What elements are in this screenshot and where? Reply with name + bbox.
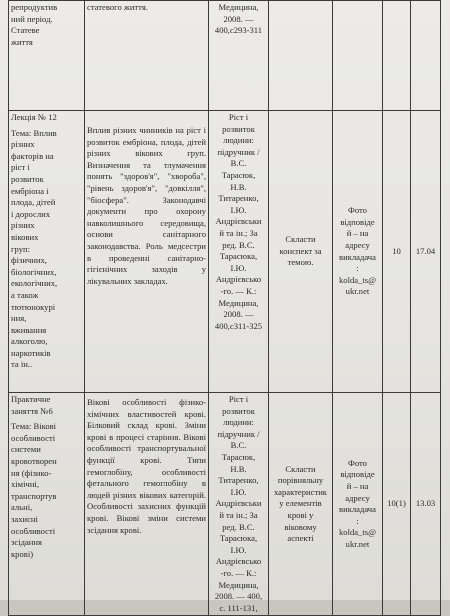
- text-line: Тарасюк,: [221, 169, 256, 180]
- text-line: ред. В.С.: [222, 521, 255, 532]
- text-line: та ін..: [11, 359, 33, 370]
- text-line: плода, дітей: [11, 197, 56, 208]
- hours-cell: [383, 111, 411, 393]
- text-line: адресу: [345, 492, 370, 503]
- cell-value: 13.03: [415, 498, 436, 509]
- submission-cell: [333, 393, 383, 616]
- topic-cell: [9, 393, 85, 616]
- text-line: викладача: [339, 504, 376, 515]
- text-line: відповіде: [340, 216, 375, 227]
- text-line: І.Ю.: [230, 486, 247, 497]
- text-line: і дорослих: [11, 208, 51, 219]
- text-line: Ріст і: [228, 112, 249, 122]
- text-line: й – на: [346, 480, 369, 491]
- text-line: ukr.net: [345, 538, 370, 549]
- text-line: порівняльну: [277, 475, 324, 486]
- text-line: аспекті: [287, 533, 314, 544]
- text-line: ння,: [11, 313, 27, 324]
- text-line: підручник /: [217, 146, 260, 157]
- text-line: ня (фізико-: [11, 467, 52, 478]
- text-line: ukr.net: [345, 286, 370, 297]
- text-line: життя: [11, 36, 33, 47]
- content-cell: [85, 111, 209, 393]
- text-line: крові): [11, 548, 34, 559]
- text-line: наркотиків: [11, 347, 51, 358]
- text-line: особливості: [11, 525, 56, 536]
- text-line: :: [356, 515, 359, 526]
- text-line: характеристик: [274, 486, 327, 497]
- text-line: у елементів: [279, 498, 322, 509]
- text-line: крові у: [287, 509, 314, 520]
- text-line: хімічні,: [11, 479, 39, 490]
- text-line: й та ін.; За: [219, 509, 258, 520]
- text-line: Тема: Вплив: [11, 127, 57, 138]
- text-line: с. 111-131,: [219, 602, 258, 613]
- text-line: біологічних,: [11, 266, 57, 277]
- text-line: розвиток: [222, 405, 255, 416]
- text-line: й – на: [346, 228, 369, 239]
- text-line: 400,с293-311: [214, 25, 263, 36]
- text-line: І.Ю.: [230, 262, 247, 273]
- email-link[interactable]: kolda_ts@: [338, 527, 377, 538]
- text-line: кровотворен: [11, 455, 57, 466]
- text-line: заняття №6: [11, 405, 53, 416]
- text-line: людини:: [223, 135, 254, 146]
- text-line: -го. — К.:: [220, 285, 257, 296]
- text-line: транспортув: [11, 490, 57, 501]
- text-line: ред. В.С.: [222, 239, 255, 250]
- text-line: різних: [11, 139, 35, 150]
- text-line: темою.: [287, 257, 314, 268]
- text-line: захисні: [11, 513, 38, 524]
- text-line: Андрієвськи: [215, 216, 262, 227]
- text-line: Н.В.: [230, 463, 247, 474]
- text-line: 400,с311-325: [214, 320, 263, 331]
- submission-cell: [333, 111, 383, 393]
- text-line: різних: [11, 220, 35, 231]
- text-line: Н.В.: [230, 181, 247, 192]
- text-line: В.С.: [230, 158, 247, 169]
- cell-value: 17.04: [415, 245, 436, 256]
- text-line: й та ін.; За: [219, 227, 258, 238]
- text-line: фізичних,: [11, 255, 47, 266]
- text-line: адресу: [345, 239, 370, 250]
- text-line: тютюнокурі: [11, 301, 56, 312]
- text-line: зсідання: [11, 537, 42, 548]
- text-line: Андрієвсько: [215, 274, 262, 285]
- cell-value: 10: [392, 245, 401, 256]
- text-line: Титаренко,: [218, 475, 259, 486]
- text-line: І.Ю.: [230, 544, 247, 555]
- table-row: [9, 393, 441, 616]
- text-line: Фото: [348, 205, 367, 216]
- text-line: системи: [11, 444, 41, 455]
- text-line: ний період.: [11, 13, 53, 24]
- text-line: віковому: [284, 521, 317, 532]
- text-line: Медицина,: [218, 297, 259, 308]
- text-line: Лекція № 12: [11, 112, 57, 122]
- task-cell: [269, 1, 333, 111]
- study-plan-table: [8, 0, 441, 616]
- text-line: :: [356, 263, 359, 274]
- text-line: підручник /: [217, 428, 260, 439]
- text-line: статевого життя.: [87, 2, 148, 12]
- literature-cell: [209, 1, 269, 111]
- text-line: альні,: [11, 502, 33, 513]
- text-line: репродуктив: [11, 2, 58, 12]
- text-line: факторів на: [11, 150, 54, 161]
- text-line: викладача: [339, 251, 376, 262]
- text-line: Медицина,: [218, 579, 259, 590]
- text-line: розвиток: [222, 123, 255, 134]
- text-line: людини:: [223, 417, 254, 428]
- text-line: ембріона і: [11, 185, 49, 196]
- text-line: 2008. —: [223, 309, 254, 320]
- date-cell: [411, 1, 441, 111]
- text-line: 2008. — 400,: [214, 591, 263, 602]
- table-row: [9, 1, 441, 111]
- topic-cell: [9, 1, 85, 111]
- text-line: ріст і: [11, 162, 30, 173]
- text-line: Андрієвськи: [215, 498, 262, 509]
- hours-cell: [383, 393, 411, 616]
- text-line: Тема: Вікові: [11, 421, 57, 432]
- text-line: Тарасюка,: [219, 251, 258, 262]
- literature-cell: [209, 393, 269, 616]
- text-line: відповіде: [340, 469, 375, 480]
- task-cell: [269, 111, 333, 393]
- text-line: Вікові особливості фізико-хімічних властивостей крові. Білковий склад крові. Зміни крові в процесі старіння. Вікові особливості транспортувальної функції крові. Типи гемоглобіну, особливості фетального гемоглобіну в людей різних вікових категорій. Особливості захисних функцій крові. Вікові зміни системи зсідання крові.: [87, 397, 206, 535]
- text-line: алкоголю,: [11, 336, 48, 347]
- text-line: Фото: [348, 457, 367, 468]
- text-line: Вплив різних чинників на ріст і розвиток ембріона, плода, дітей різних вікових груп. Визначення та тлумачення понять "здоров'я", "хвороба", "рівень здоров'я", "довкілля", "біосфера". Законодавчі документи про охорону навколишнього середовища, основи санітарного законодавства. Роль медсестри в проведенні санітарно-гігієнічних заходів у лікувальних закладах.: [87, 125, 206, 286]
- text-line: вікових: [11, 231, 39, 242]
- date-cell: [411, 111, 441, 393]
- text-line: вживання: [11, 324, 47, 335]
- text-line: Скласти: [285, 234, 316, 245]
- text-line: Практичне: [11, 394, 51, 404]
- text-line: Тарасюка,: [219, 533, 258, 544]
- date-cell: [411, 393, 441, 616]
- text-line: Медицина,: [218, 2, 259, 12]
- text-line: Титаренко,: [218, 193, 259, 204]
- text-line: розвиток: [11, 173, 44, 184]
- submission-cell: [333, 1, 383, 111]
- text-line: Скласти: [285, 463, 316, 474]
- cell-value: 10(1): [387, 498, 406, 509]
- task-cell: [269, 393, 333, 616]
- topic-cell: [9, 111, 85, 393]
- text-line: конспект за: [279, 245, 322, 256]
- text-line: Тарасюк,: [221, 451, 256, 462]
- text-line: груп:: [11, 243, 30, 254]
- text-line: В.С.: [230, 440, 247, 451]
- text-line: 2008. —: [223, 13, 254, 24]
- content-cell: [85, 1, 209, 111]
- text-line: -го. — К.:: [220, 567, 257, 578]
- email-link[interactable]: kolda_ts@: [338, 274, 377, 285]
- text-line: Ріст і: [228, 394, 249, 404]
- text-line: Андрієвсько: [215, 556, 262, 567]
- text-line: а також: [11, 289, 39, 300]
- text-line: Статеве: [11, 25, 40, 36]
- hours-cell: [383, 1, 411, 111]
- text-line: І.Ю.: [230, 204, 247, 215]
- content-cell: [85, 393, 209, 616]
- literature-cell: [209, 111, 269, 393]
- text-line: особливості: [11, 432, 56, 443]
- text-line: екологічних,: [11, 278, 58, 289]
- table-row: [9, 111, 441, 393]
